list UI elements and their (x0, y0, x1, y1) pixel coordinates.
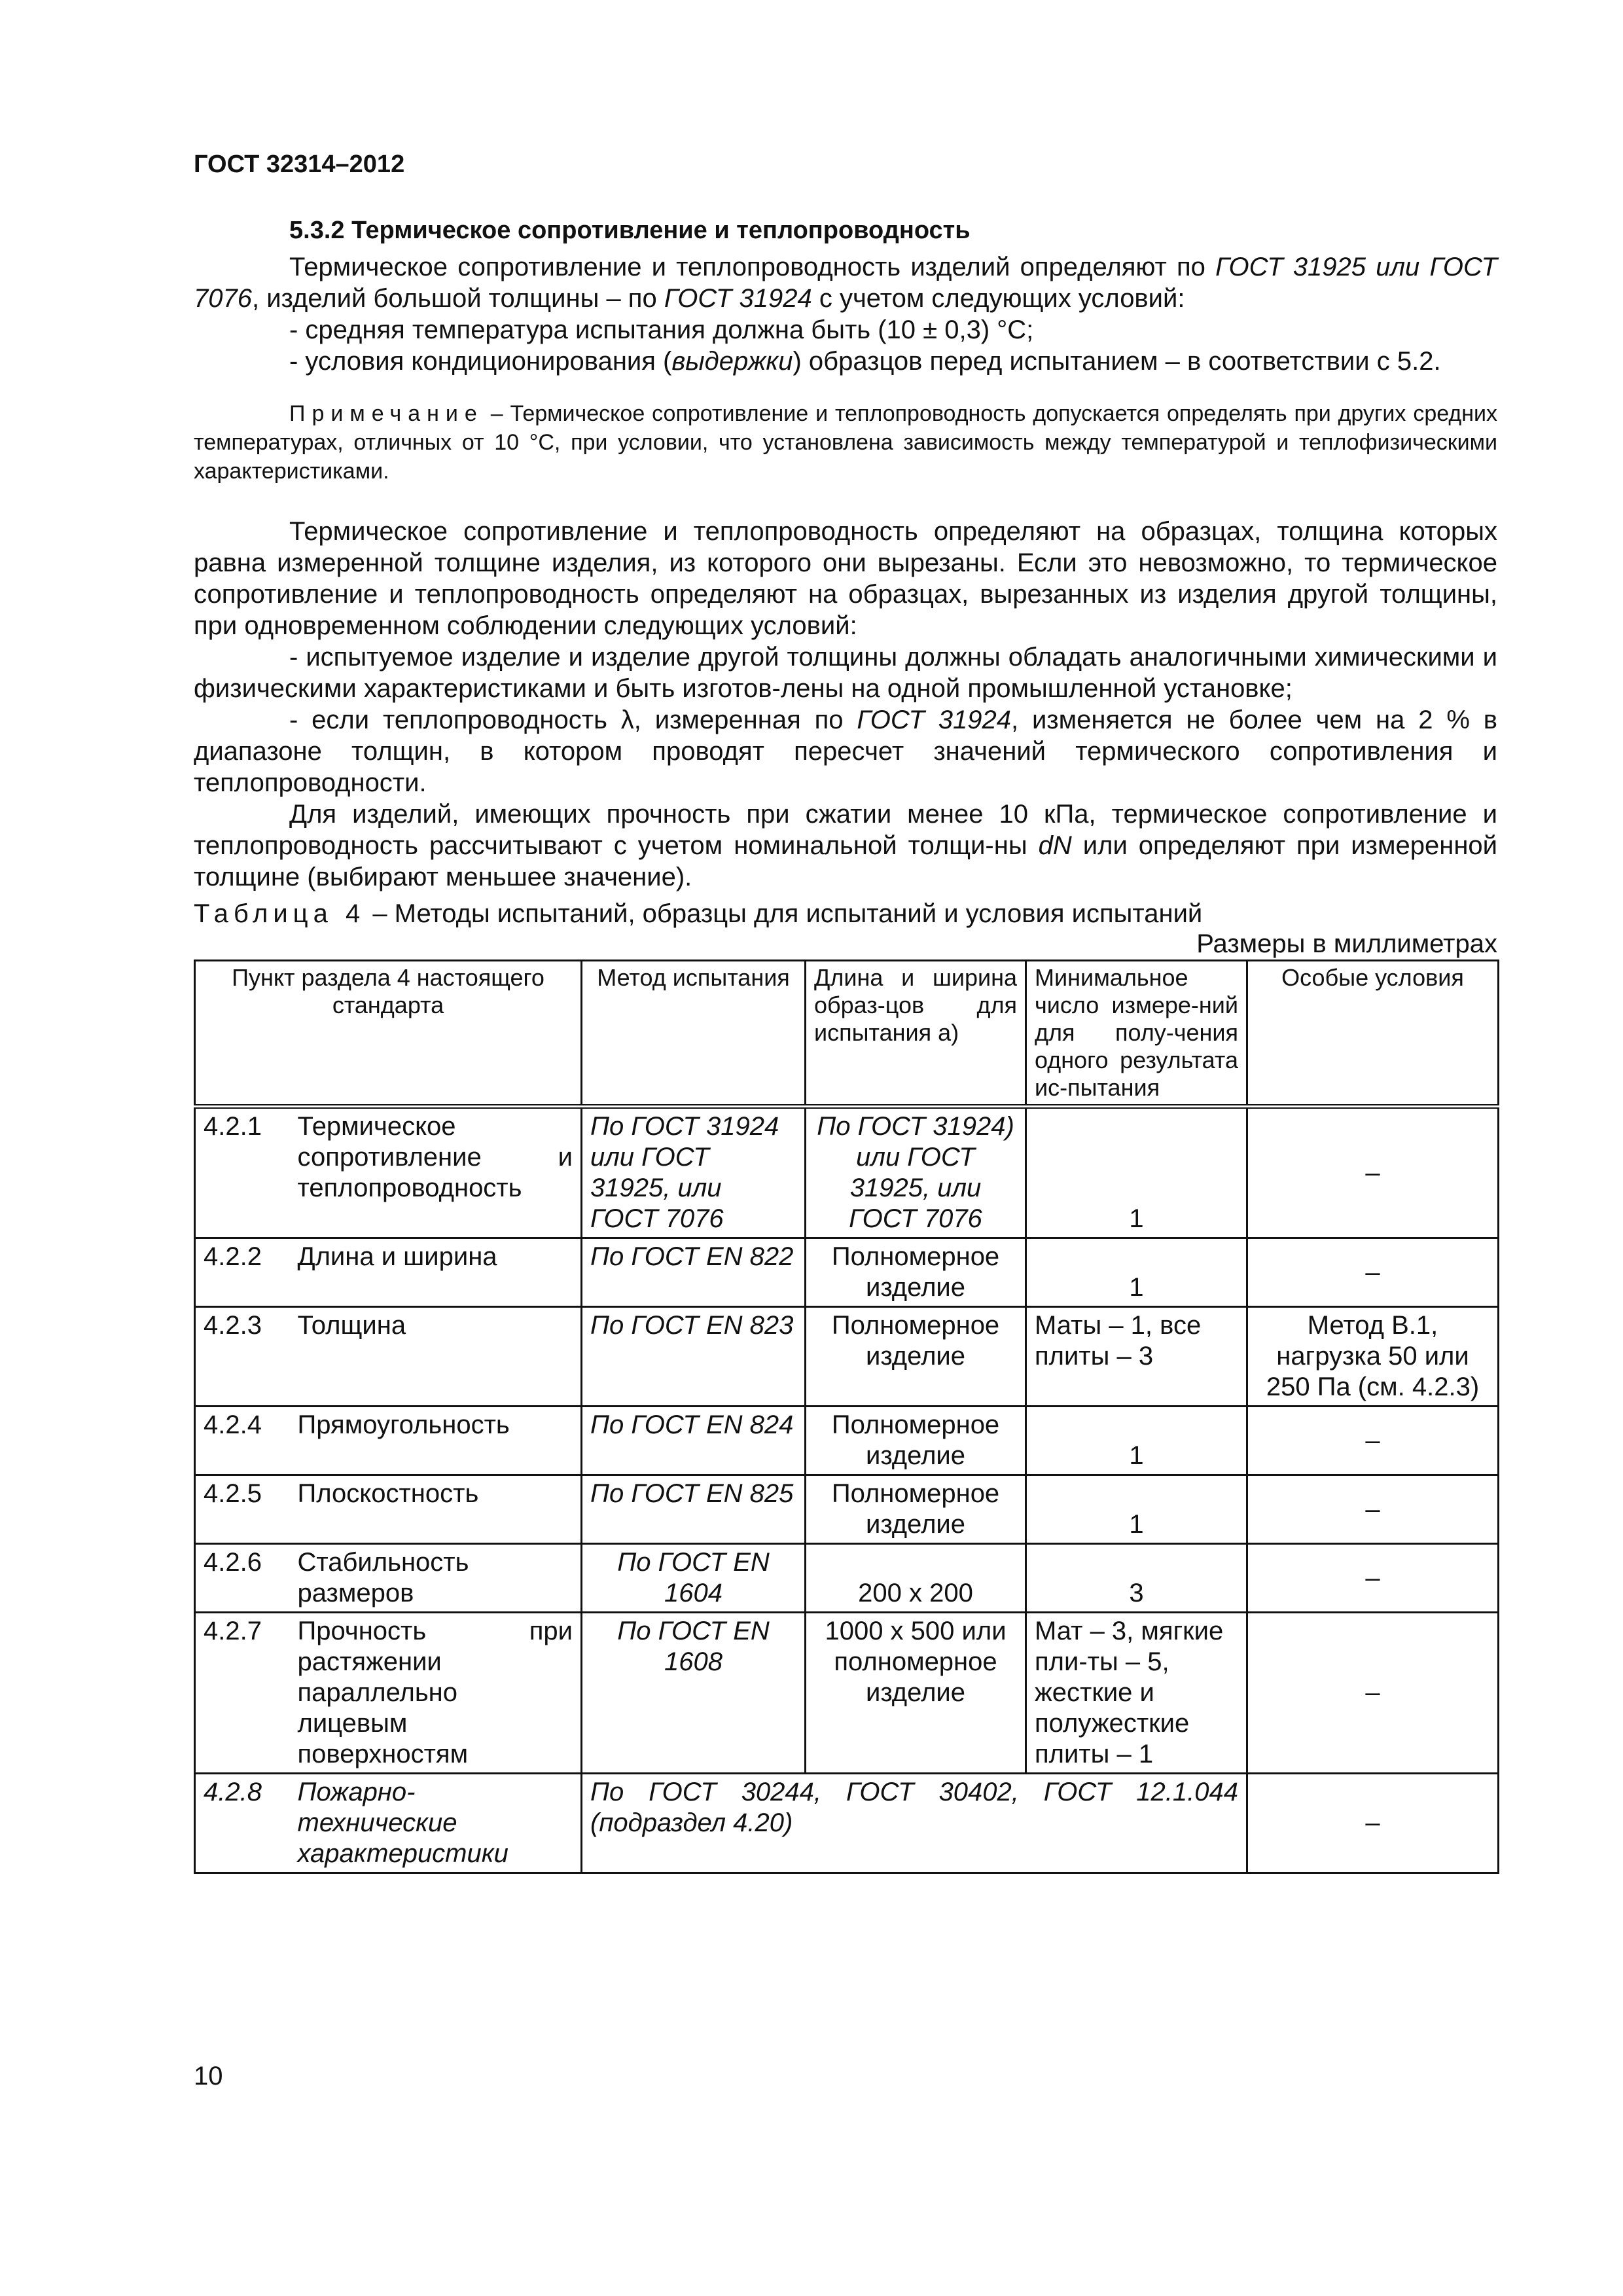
paragraph-5: Для изделий, имеющих прочность при сжатии менее 10 кПа, термическое сопротивление и теплопроводность рассчитывают с учетом номинальной толщи-ны dN или определяют при измеренной толщине (выбирают меньшее значение). (194, 800, 1498, 891)
table-row: 4.2.1 Термическое сопротивление и теплопроводность По ГОСТ 31924 или ГОСТ 31925, или ГОСТ 7076 По ГОСТ 31924) или ГОСТ 31925, или ГОСТ 7076 1 – (195, 1107, 1499, 1238)
document-page (194, 151, 1497, 1874)
paragraph-4: - если теплопроводность λ, измеренная по ГОСТ 31924, изменяется не более чем на 2 % в диапазоне толщин, в котором проводят пересчет значений термического сопротивления и теплопроводности. (194, 706, 1497, 797)
document-header: ГОСТ 32314–2012 (194, 151, 405, 178)
condition-1: - средняя температура испытания должна быть (10 ± 0,3) °С; (289, 315, 1034, 344)
table-row: 4.2.4 Прямоугольность По ГОСТ EN 824 Полномерное изделие 1 – (195, 1407, 1499, 1475)
header-min-count: Минимальное число измере-ний для полу-чения одного результата ис-пытания (1026, 961, 1247, 1107)
header-sample-size: Длина и ширина образ-цов для испытания а) (806, 961, 1026, 1107)
table-row: 4.2.6 Стабильность размеров По ГОСТ EN 1604 200 х 200 3 – (195, 1544, 1499, 1613)
header-special: Особые условия (1247, 961, 1499, 1107)
table-row: 4.2.8 Пожарно-технические характеристики По ГОСТ 30244, ГОСТ 30402, ГОСТ 12.1.044 (подраздел 4.20) – (195, 1774, 1499, 1873)
table-row: 4.2.2 Длина и ширина По ГОСТ EN 822 Полномерное изделие 1 – (195, 1238, 1499, 1307)
table-units: Размеры в миллиметрах (1196, 929, 1497, 958)
paragraph-1: Термическое сопротивление и теплопроводность изделий определяют по ГОСТ 31925 или ГОСТ 7076, изделий большой толщины – по ГОСТ 31924 с учетом следующих условий: (194, 253, 1497, 313)
section-title: 5.3.2 Термическое сопротивление и теплопроводность (289, 217, 971, 244)
condition-2: - условия кондиционирования (выдержки) образцов перед испытанием – в соответствии с 5.2. (289, 347, 1441, 376)
note: Примечание – Термическое сопротивление и теплопроводность допускается определять при других средних температурах, отличных от 10 °С, при условии, что установлена зависимость между температурой и теплофизическими характеристиками. (194, 401, 1497, 484)
paragraph-2: Термическое сопротивление и теплопроводность определяют на образцах, толщина которых равна измеренной толщине изделия, из которого они вырезаны. Если это невозможно, то термическое сопротивление и теплопроводность определяют на образцах, вырезанных из изделия другой толщины, при одновременном соблюдении следующих условий: (194, 517, 1497, 640)
paragraph-3: - испытуемое изделие и изделие другой толщины должны обладать аналогичными химическими и физическими характеристиками и быть изготов-лены на одной промышленной установке; (194, 643, 1497, 703)
table-caption: Таблица 4 – Методы испытаний, образцы для испытаний и условия испытаний (194, 899, 1203, 928)
table-row: 4.2.7 Прочность при растяжении параллельно лицевым поверхностям По ГОСТ EN 1608 1000 х 500 или полномерное изделие Мат – 3, мягкие пли-ты – 5, жесткие и полужесткие плиты – 1 – (195, 1613, 1499, 1774)
page-number: 10 (194, 2062, 223, 2090)
methods-table (194, 960, 1499, 1874)
header-method: Метод испытания (582, 961, 806, 1107)
header-clause: Пункт раздела 4 настоящего стандарта (195, 961, 582, 1107)
table-row: 4.2.5 Плоскостность По ГОСТ EN 825 Полномерное изделие 1 – (195, 1475, 1499, 1544)
table-header-row (195, 961, 1499, 1107)
table-row: 4.2.3 Толщина По ГОСТ EN 823 Полномерное изделие Маты – 1, все плиты – 3 Метод В.1, нагрузка 50 или 250 Па (см. 4.2.3) (195, 1307, 1499, 1407)
